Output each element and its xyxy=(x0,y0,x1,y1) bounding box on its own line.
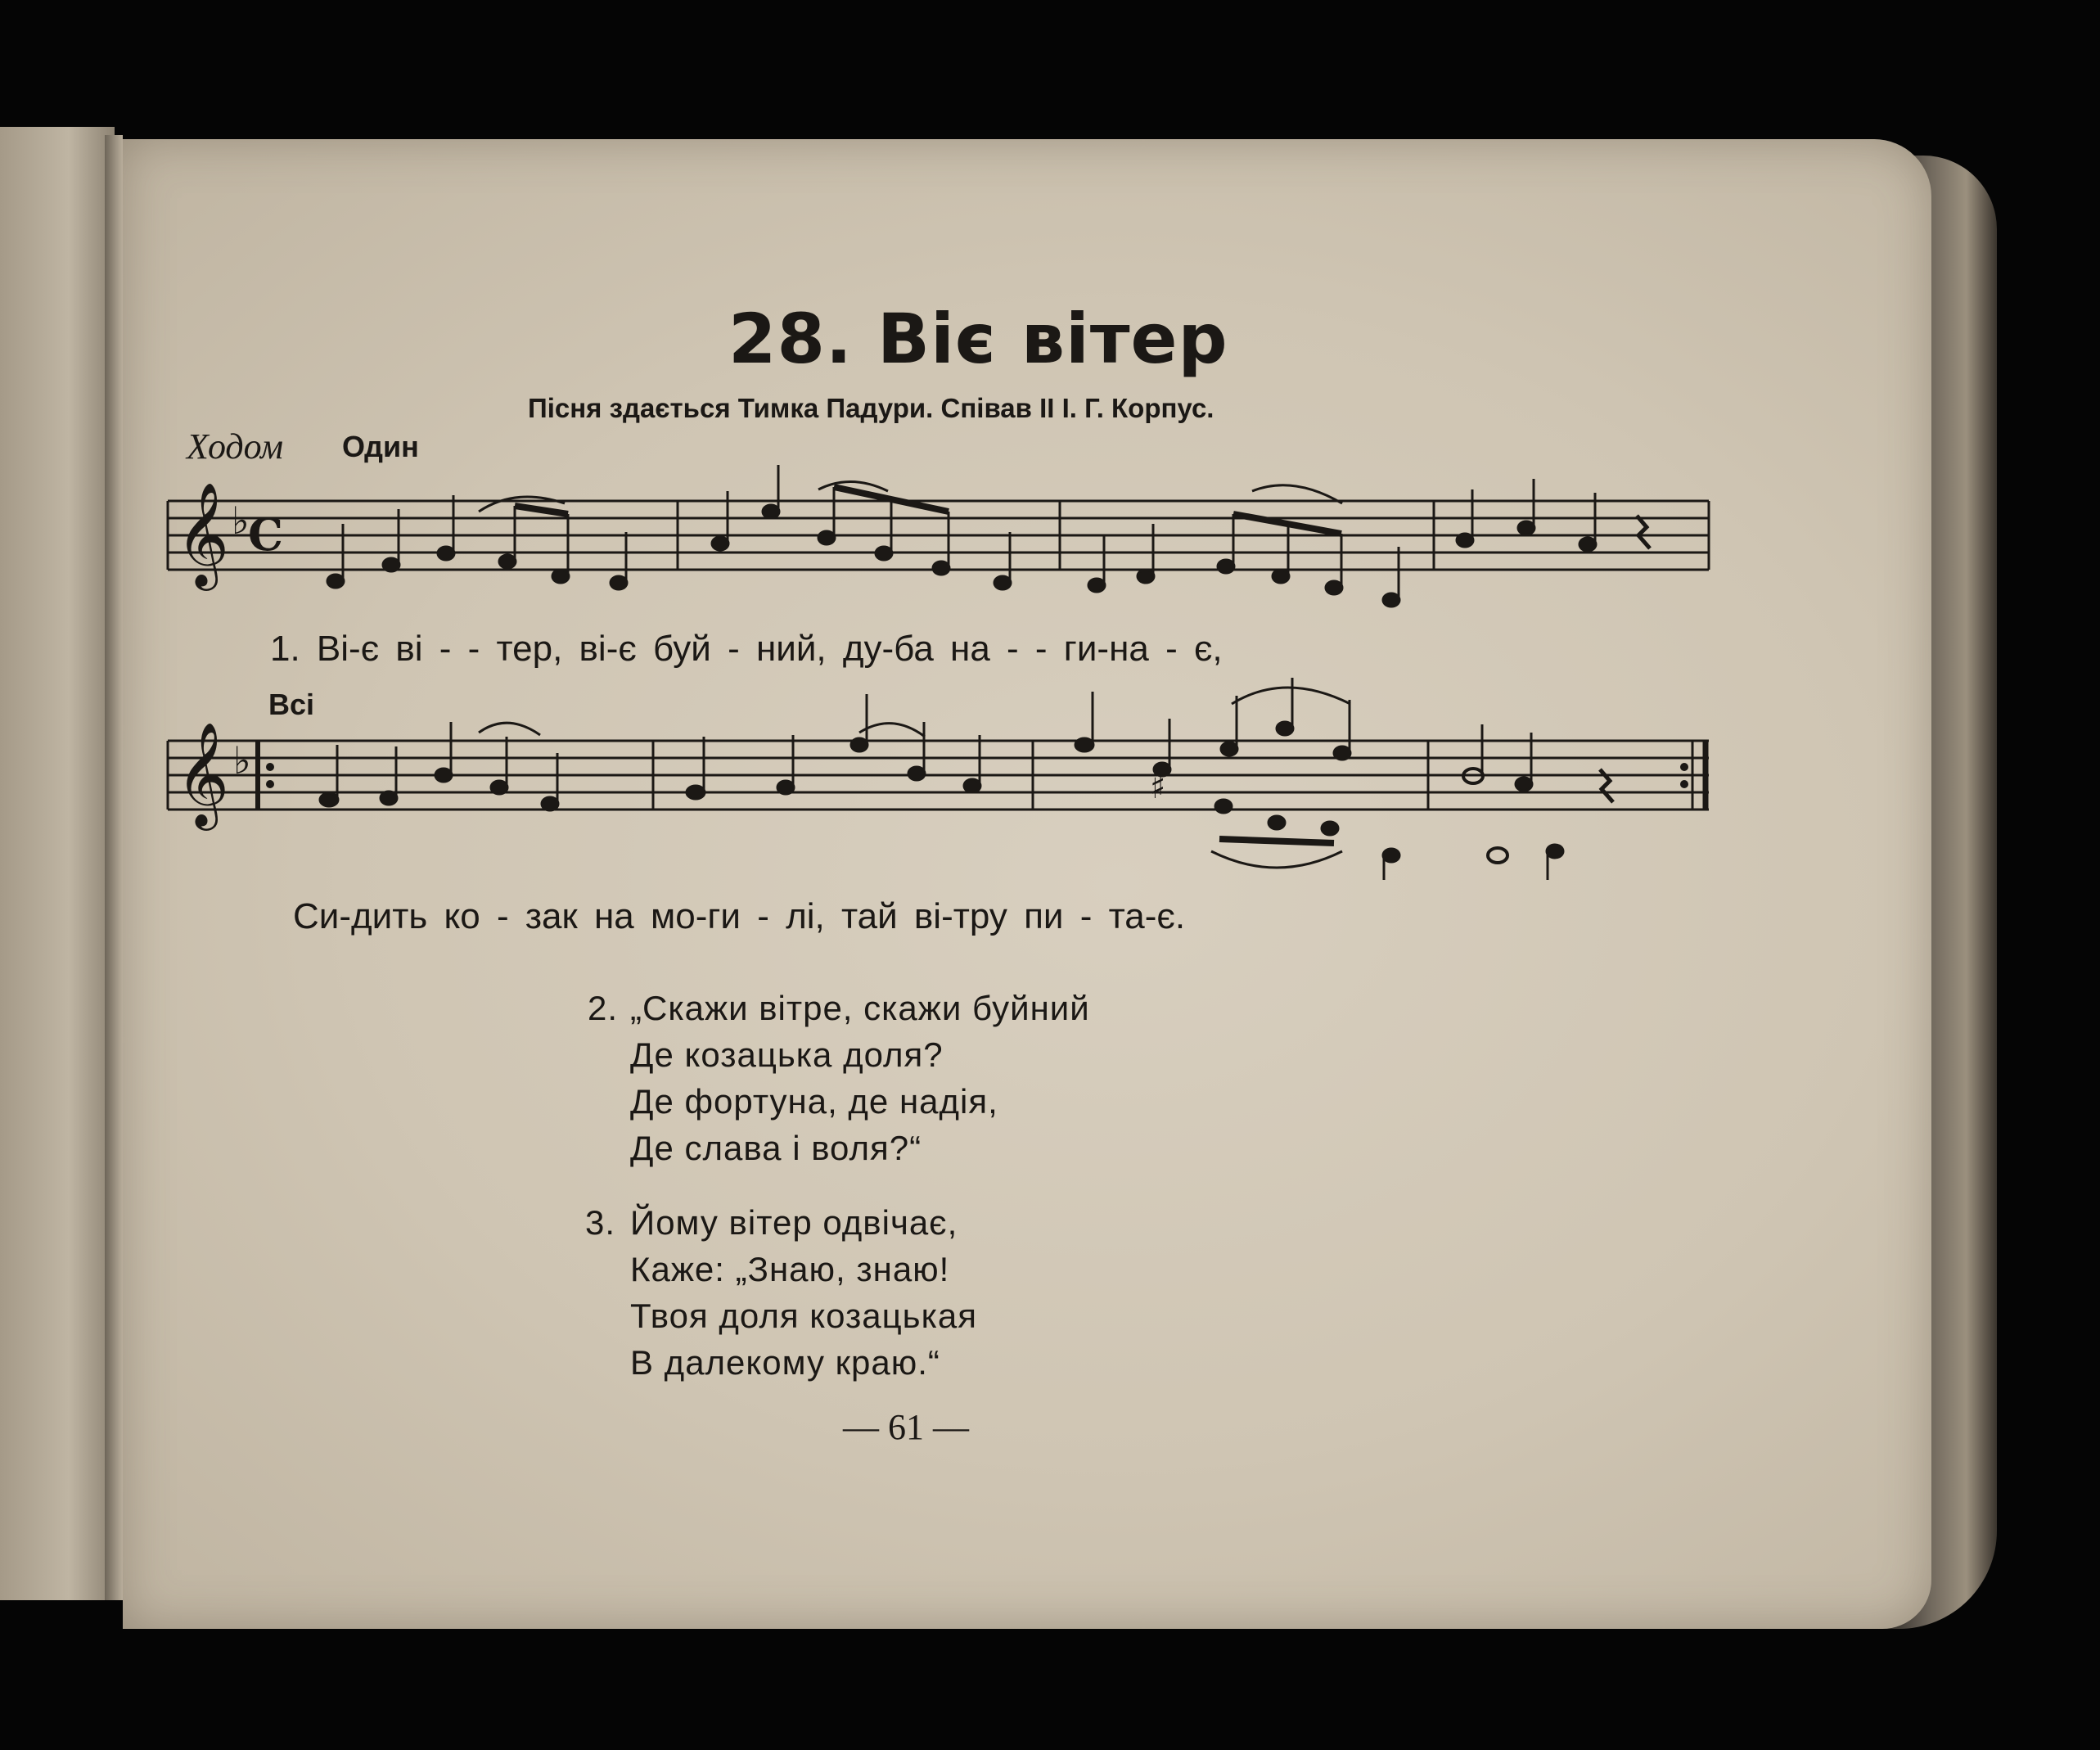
svg-text:♭: ♭ xyxy=(232,498,250,543)
svg-text:C: C xyxy=(248,508,283,561)
staff-2 xyxy=(168,741,1709,810)
svg-text:𝄞: 𝄞 xyxy=(176,721,230,826)
verse-3 xyxy=(585,1199,977,1386)
verse-line: Де фортуна, де надія, xyxy=(630,1082,998,1121)
page-number: — 61 — xyxy=(843,1407,969,1447)
verse-line: В далекому краю.“ xyxy=(630,1343,940,1382)
verse-line: Каже: „Знаю, знаю! xyxy=(630,1250,950,1288)
svg-text:♯: ♯ xyxy=(1150,769,1166,806)
song-title: 28. Віє вітер xyxy=(728,299,1228,379)
lyric-line-2: Си-дить ко - зак на мо-ги - лі, тай ві-тру пи - та-є. xyxy=(293,896,1186,936)
verse-line: Твоя доля козацькая xyxy=(630,1297,977,1335)
lyric-line-1: 1. Ві-є ві - - тер, ві-є буй - ний, ду-ба на - - ги-на - є, xyxy=(270,629,1223,669)
svg-text:♭: ♭ xyxy=(233,738,251,783)
svg-text:𝄞: 𝄞 xyxy=(176,481,230,586)
verse-line: Йому вітер одвічає, xyxy=(630,1203,958,1242)
tempo-marking: Ходом xyxy=(187,426,284,467)
verse-number: 3. xyxy=(585,1203,616,1242)
chorus-label: Всі xyxy=(268,688,315,721)
verse-number: 2. xyxy=(588,989,619,1027)
song-subtitle: Пісня здається Тимка Падури. Співав II І. Г. Корпус. xyxy=(528,393,1214,423)
verse-2 xyxy=(588,985,1090,1171)
verse-line: Де козацька доля? xyxy=(630,1035,944,1074)
verse-line: Де слава і воля?“ xyxy=(630,1129,922,1167)
verse-line: „Скажи вітре, скажи буйний xyxy=(630,989,1090,1027)
notes-staff-2 xyxy=(320,678,1613,880)
solo-label: Один xyxy=(342,430,419,463)
